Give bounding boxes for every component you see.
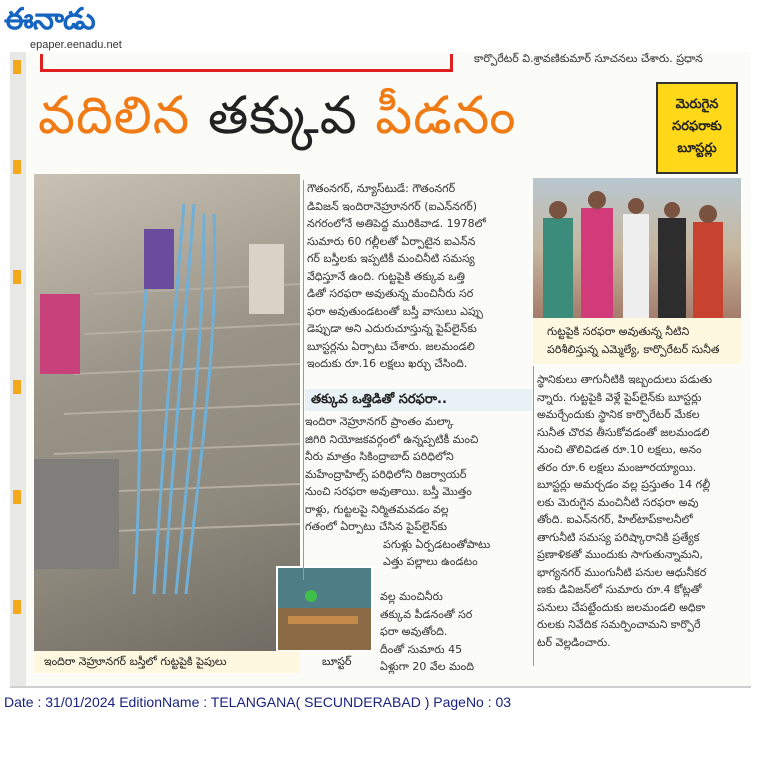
page-edge-strip <box>10 52 26 688</box>
text-line: పనులు చేపట్టేందుకు జలమండలి అధికా <box>537 600 706 614</box>
text-line: వల్ల మంచినీరు <box>380 590 443 603</box>
text-line: దీంతో సుమారు 45 <box>380 642 463 656</box>
booster-illustration <box>278 568 371 650</box>
inspection-illustration <box>533 178 741 318</box>
text-line: వేధిస్తూనే ఉంది. గుట్టపైకి తక్కువ ఒత్తి <box>307 269 465 283</box>
previous-article-line: కార్పొరేటర్ వి.శ్రావణికుమార్ సూచనలు చేశారు. ప్రధాన <box>474 52 703 65</box>
text-line: రులకు నివేదిక సమర్పించామని కార్పొరే <box>537 618 701 631</box>
badge-line: మెరుగైన <box>675 97 719 112</box>
photo-caption-inset: బూస్టర్ <box>322 655 352 668</box>
text-line: బూస్టర్లు అమర్చడం వల్ల ప్రస్తుతం 14 గల్లీ <box>537 478 711 491</box>
text-line: గతంలో ఏర్పాటు చేసిన పైప్‌లైన్‌కు <box>305 520 447 533</box>
text-line: లకు మెరుగైన మంచినీటి సరఫరా అవు <box>537 495 699 509</box>
text-line: నీరు మాత్రం సికింద్రాబాద్ పరిధిలోని <box>305 450 454 463</box>
text-line: ఇందుకు రూ.16 లక్షలు ఖర్చు చేసింది. <box>307 357 468 370</box>
text-line: ప్రణాళికతో ముందుకు సాగుతున్నామని, <box>537 548 704 561</box>
text-line: తోంది. ఐఎన్‌నగర్, హిల్‌టాప్‌కాలనీలో <box>537 513 693 526</box>
text-line: పగుళ్లు ఏర్పడటంతోపాటు <box>383 537 491 551</box>
text-line: ణకు డివిజన్‌లో సుమారు రూ.4 కోట్లతో <box>537 583 702 596</box>
article-column-2 <box>305 413 532 571</box>
text-line: గౌతంనగర్, న్యూస్‌టుడే: గౌతంనగర్ <box>307 182 456 195</box>
badge-line: బూస్టర్లు <box>677 141 717 156</box>
text-line: సుమారు 60 గల్లీలతో ఏర్పాటైన ఐఎన్‌న <box>307 234 476 248</box>
stairs-pipes-illustration <box>34 174 300 651</box>
text-line: ఇందిరా నెహ్రూనగర్ ప్రాంతం మల్కా <box>305 415 454 428</box>
article-column-1 <box>307 180 530 373</box>
text-line: నుంచి సరఫరా అవుతాయి. బస్తీ మొత్తం <box>305 485 472 498</box>
text-line: ఏళ్లుగా 20 వేల మంది <box>380 660 474 673</box>
text-line: సునీత చొరవ తీసుకోవడంతో జలమండలి <box>537 425 710 439</box>
booster-inset-photo <box>276 566 373 652</box>
logo-text: ఈనాడు <box>4 2 95 37</box>
column-divider <box>303 180 304 580</box>
headline-part-2: తక్కువ <box>207 86 358 146</box>
highlight-badge <box>656 82 738 174</box>
text-line: ఫరా అవుతుండటంతో బస్తీ వాసులు ఎప్పు <box>307 304 483 318</box>
text-line: ఫరా అవుతోంది. <box>380 625 448 638</box>
text-line: స్థానికులు తాగునీటికి ఇబ్బందులు పడుతు <box>537 373 713 386</box>
caption-line: పరిశీలిస్తున్న ఎమ్మెల్యే, కార్పొరేటర్ సునీత <box>547 343 720 356</box>
headline-part-1: వదిలిన <box>38 86 191 146</box>
text-line: న్నారు. గుట్టపైకి వెళ్లే పైప్‌లైన్‌కు బూస్టర్లు <box>537 390 702 404</box>
text-line: డితో సరఫరా అవుతున్న మంచినీరు సర <box>307 287 474 300</box>
photo-caption-right <box>533 318 741 364</box>
text-line: డెప్పుడా అని ఎదురుచూస్తున్న పైప్‌లైన్‌కు <box>307 322 477 335</box>
text-line: మహేంద్రాహిల్స్ పరిధిలోని రిజర్వాయర్ <box>305 467 467 481</box>
text-line: తాగునీటి సమస్య పరిష్కారానికి ప్రత్యేక <box>537 530 700 544</box>
text-line: నుంచి తొలివిడత రూ.10 లక్షలు, అనం <box>537 443 702 456</box>
text-line: రాళ్లు, గుట్టలపై నిర్మితమవడం వల్ల <box>305 502 449 516</box>
text-line: గర్ బస్తీలకు ఇప్పటికీ మంచినీటి సమస్య <box>307 252 475 265</box>
red-frame-bottom <box>40 54 453 72</box>
headline-part-3: పీడనం <box>375 86 517 146</box>
column-divider <box>533 366 534 666</box>
text-line: నగరంలోనే అతిపెద్ద మురికివాడ. 1978లో <box>307 217 486 230</box>
eenadu-logo[interactable] <box>0 2 150 52</box>
article-column-3 <box>537 371 740 651</box>
article-column-2-tail <box>380 588 532 676</box>
text-line: తక్కువ పీడనంతో సర <box>380 607 473 621</box>
text-line: జిగిరి నియోజకవర్గంలో ఉన్నప్పటికీ మంచి <box>305 432 479 446</box>
badge-line: సరఫరాకు <box>672 119 722 134</box>
site-url: epaper.eenadu.net <box>30 39 122 51</box>
text-line: డివిజన్ ఇందిరానెహ్రూనగర్ (ఐఎన్‌నగర్) <box>307 199 478 213</box>
headline <box>38 86 517 159</box>
text-line: బూస్టర్లను ఏర్పాటు చేశారు. జలమండలి <box>307 339 475 353</box>
photo-caption-main: ఇందిరా నెహ్రూనగర్ బస్తీలో గుట్టపైకి పైపులు <box>34 651 300 673</box>
mla-inspection-photo <box>533 178 741 318</box>
article-subhead: తక్కువ ఒత్తిడితో సరఫరా.. <box>305 389 532 411</box>
text-line: తరం రూ.6 లక్షలు మంజూరయ్యాయి. <box>537 460 697 474</box>
edition-footer: Date : 31/01/2024 EditionName : TELANGANA( SECUNDERABAD ) PageNo : 03 <box>4 694 512 710</box>
text-line: భాగ్యనగర్ ముంగునీటి పనుల ఆధునీకర <box>537 565 707 579</box>
caption-line: గుట్టపైకి సరఫరా అవుతున్న నీటిని <box>547 325 690 338</box>
stairs-pipes-photo <box>34 174 300 651</box>
text-line: ఎత్తు పల్లాలు ఉండటం <box>383 555 478 568</box>
text-line: అమర్చేందుకు స్థానిక కార్పొరేటర్ మేకల <box>537 408 700 421</box>
text-line: టర్ వెల్లడించారు. <box>537 635 611 649</box>
page-bottom-rule <box>10 686 751 688</box>
